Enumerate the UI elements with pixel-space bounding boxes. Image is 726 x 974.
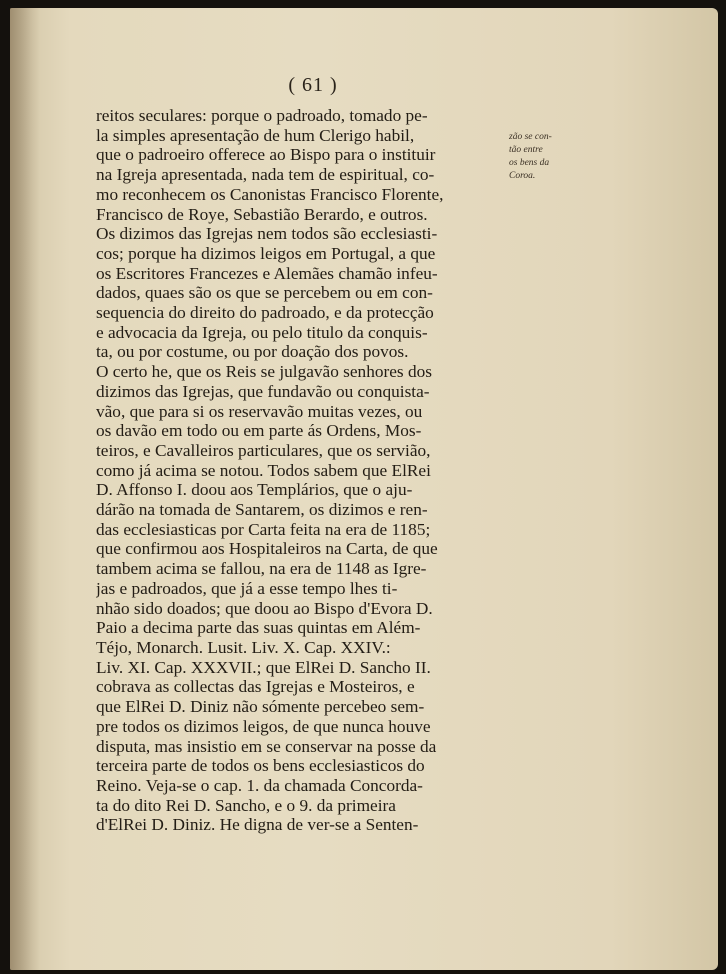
text-line: tambem acima se fallou, na era de 1148 as Igre- bbox=[96, 559, 427, 579]
text-line: D. Affonso I. doou aos Templários, que o aju- bbox=[96, 480, 413, 500]
text-line: ta, ou por costume, ou por doação dos povos. bbox=[96, 342, 409, 362]
text-line: Téjo, Monarch. Lusit. Liv. X. Cap. XXIV.: bbox=[96, 637, 391, 657]
margin-note-line: os bens da bbox=[509, 158, 550, 168]
text-line: dizimos das Igrejas, que fundavão ou conquista- bbox=[96, 381, 430, 401]
text-line: vão, que para si os reservavão muitas vezes, ou bbox=[96, 401, 423, 421]
text-line: que confirmou aos Hospitaleiros na Carta, de que bbox=[96, 539, 438, 559]
text-line: Reino. Veja-se o cap. 1. da chamada Concorda- bbox=[96, 775, 423, 795]
text-line: que ElRei D. Diniz não sómente percebeo sem- bbox=[96, 697, 425, 717]
text-line: cos; porque ha dizimos leigos em Portugal, a que bbox=[96, 243, 436, 263]
text-line: dados, quaes são os que se percebem ou em con- bbox=[96, 283, 433, 303]
text-line: teiros, e Cavalleiros particulares, que os servião, bbox=[96, 440, 431, 460]
text-line: cobrava as collectas das Igrejas e Mosteiros, e bbox=[96, 677, 415, 697]
text-line: ta do dito Rei D. Sancho, e o 9. da primeira bbox=[96, 795, 396, 815]
text-line: terceira parte de todos os bens ecclesiasticos do bbox=[96, 756, 425, 776]
margin-note-line: zão se con- bbox=[509, 132, 552, 142]
text-line: Liv. XI. Cap. XXXVII.; que ElRei D. Sancho II. bbox=[96, 657, 431, 677]
text-line: Paio a decima parte das suas quintas em Além- bbox=[96, 618, 421, 638]
margin-note-line: tão entre bbox=[509, 145, 543, 155]
text-line: na Igreja apresentada, nada tem de espiritual, co- bbox=[96, 165, 435, 185]
text-line: d'ElRei D. Diniz. He digna de ver-se a Senten- bbox=[96, 815, 419, 835]
text-line: nhão sido doados; que doou ao Bispo d'Evora D. bbox=[96, 598, 433, 618]
text-line: que o padroeiro offerece ao Bispo para o instituir bbox=[96, 145, 436, 165]
text-line: das ecclesiasticas por Carta feita na era de 1185; bbox=[96, 519, 431, 539]
text-line: Francisco de Roye, Sebastião Berardo, e outros. bbox=[96, 204, 428, 224]
text-line: Os dizimos das Igrejas nem todos são ecclesiasti- bbox=[96, 224, 438, 244]
text-line: como já acima se notou. Todos sabem que ElRei bbox=[96, 460, 431, 480]
text-line: reitos seculares: porque o padroado, tomado pe- bbox=[96, 106, 428, 125]
margin-note bbox=[509, 131, 577, 183]
margin-note-line: Coroa. bbox=[509, 171, 536, 181]
text-line: O certo he, que os Reis se julgavão senhores dos bbox=[96, 362, 432, 382]
text-line: la simples apresentação de hum Clerigo habil, bbox=[96, 125, 415, 145]
text-line: os davão em todo ou em parte ás Ordens, Mos- bbox=[96, 421, 422, 441]
text-line: e advocacia da Igreja, ou pelo titulo da conquis- bbox=[96, 322, 428, 342]
text-line: sequencia do direito do padroado, e da protecção bbox=[96, 303, 434, 323]
text-line: jas e padroados, que já a esse tempo lhes ti- bbox=[96, 578, 398, 598]
text-line: mo reconhecem os Canonistas Francisco Florente, bbox=[96, 184, 444, 204]
text-line: disputa, mas insistio em se conservar na posse da bbox=[96, 736, 437, 756]
text-line: os Escritores Francezes e Alemães chamão infeu- bbox=[96, 263, 438, 283]
page-number: ( 61 ) bbox=[288, 74, 338, 96]
text-line: pre todos os dizimos leigos, de que nunca houve bbox=[96, 716, 431, 736]
page-gutter-shadow bbox=[10, 8, 40, 970]
text-line: dárão na tomada de Santarem, os dizimos e ren- bbox=[96, 500, 428, 520]
body-text bbox=[96, 106, 516, 835]
